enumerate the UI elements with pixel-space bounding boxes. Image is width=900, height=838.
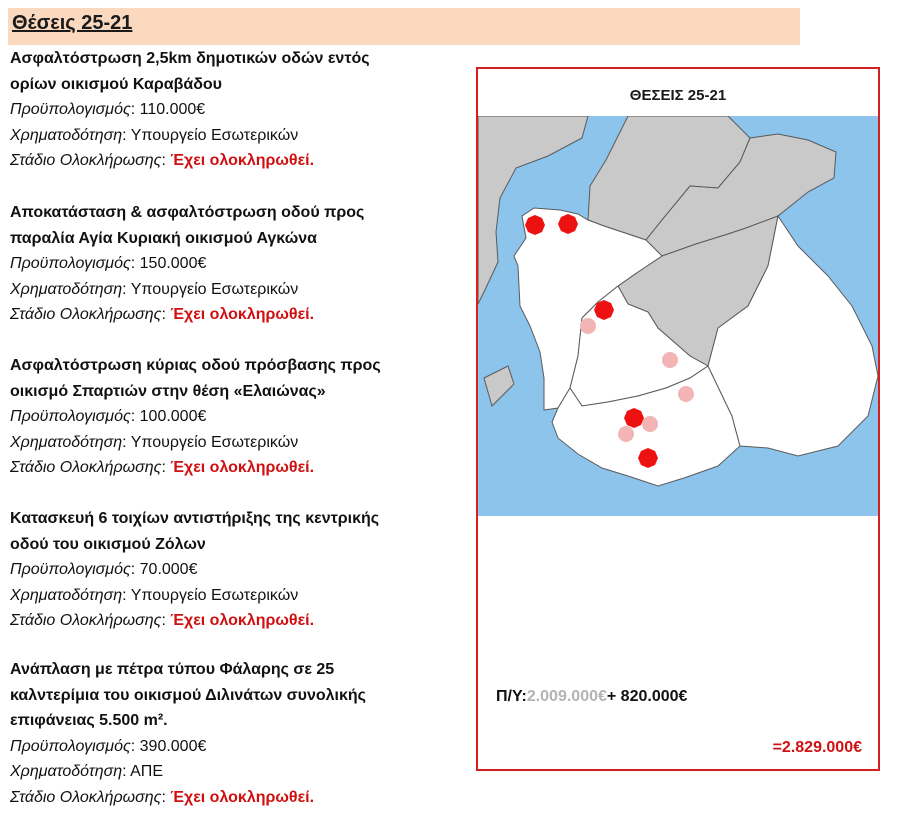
project-funding-value: ΑΠΕ (130, 763, 164, 780)
project-item (10, 657, 450, 810)
budget-previous: 2.009.000€ (526, 688, 607, 705)
label-separator: : (130, 408, 140, 425)
project-funding-label: Χρηματοδότηση (10, 586, 123, 604)
project-funding-value: Υπουργείο Εσωτερικών (130, 433, 299, 451)
project-stage-value: Έχει ολοκληρωθεί. (170, 306, 315, 323)
project-stage-value: Έχει ολοκληρωθεί. (170, 788, 315, 806)
project-stage-row (10, 785, 450, 811)
project-title-line: Ανάπλαση με πέτρα τύπου Φάλαρης σε 25 (10, 661, 335, 678)
project-funding-label: Χρηματοδότηση (10, 280, 123, 298)
project-title-line: καλντερίμια του οικισμού Διλινάτων συνολικής (10, 686, 366, 704)
budget-summary (496, 688, 687, 706)
project-budget-value: 100.000€ (139, 408, 207, 425)
map-panel (476, 67, 880, 771)
project-budget-label: Προϋπολογισμός (10, 101, 131, 118)
project-budget-row (10, 404, 450, 430)
label-separator: : (130, 561, 140, 578)
project-budget-row (10, 251, 450, 277)
label-separator: : (122, 586, 131, 604)
budget-total: =2.829.000€ (772, 739, 862, 756)
label-separator: : (122, 763, 131, 780)
marker-strong (624, 408, 644, 428)
budget-label: Π/Υ: (496, 688, 527, 705)
project-funding-row (10, 759, 450, 785)
section-title: Θέσεις 25-21 (12, 12, 133, 34)
project-funding-row (10, 430, 450, 456)
label-separator: : (122, 126, 131, 144)
label-separator: : (122, 433, 131, 451)
project-funding-row (10, 583, 450, 609)
section-header (8, 8, 800, 45)
project-title-line: παραλία Αγία Κυριακή οικισμού Αγκώνα (10, 229, 317, 247)
project-title-line: ορίων οικισμού Καραβάδου (10, 75, 222, 93)
project-stage-value: Έχει ολοκληρωθεί. (170, 459, 315, 476)
project-item (10, 200, 450, 328)
marker-strong (558, 214, 578, 234)
project-budget-row (10, 734, 450, 760)
project-stage-row (10, 302, 450, 328)
project-stage-row (10, 148, 450, 174)
project-budget-value: 390.000€ (139, 737, 207, 755)
marker-strong (594, 300, 614, 320)
project-funding-label: Χρηματοδότηση (10, 433, 123, 451)
project-budget-value: 150.000€ (139, 255, 207, 272)
project-budget-row (10, 557, 450, 583)
marker-strong (525, 215, 545, 235)
label-separator: : (130, 255, 140, 272)
project-item (10, 46, 450, 174)
project-budget-label: Προϋπολογισμός (10, 408, 131, 425)
project-title-line: Ασφαλτόστρωση 2,5km δημοτικών οδών εντός (10, 50, 370, 67)
project-stage-label: Στάδιο Ολοκλήρωσης (10, 306, 162, 323)
marker-faint (618, 426, 634, 442)
project-item (10, 506, 450, 634)
project-budget-row (10, 97, 450, 123)
project-stage-label: Στάδιο Ολοκλήρωσης (10, 459, 162, 476)
label-separator: : (122, 280, 131, 298)
project-funding-value: Υπουργείο Εσωτερικών (130, 280, 299, 298)
project-stage-value: Έχει ολοκληρωθεί. (170, 152, 315, 169)
project-stage-label: Στάδιο Ολοκλήρωσης (10, 152, 162, 169)
project-title-line: οικισμό Σπαρτιών στην θέση «Ελαιώνας» (10, 382, 326, 400)
project-item (10, 353, 450, 481)
project-stage-value: Έχει ολοκληρωθεί. (170, 612, 315, 629)
project-funding-row (10, 277, 450, 303)
region-map (478, 116, 878, 516)
marker-faint (642, 416, 658, 432)
label-separator: : (161, 612, 171, 629)
marker-faint (678, 386, 694, 402)
budget-addition: + 820.000€ (606, 688, 688, 705)
project-stage-label: Στάδιο Ολοκλήρωσης (10, 612, 162, 629)
project-budget-label: Προϋπολογισμός (10, 561, 131, 578)
project-funding-value: Υπουργείο Εσωτερικών (130, 586, 299, 604)
project-stage-row (10, 455, 450, 481)
label-separator: : (161, 306, 171, 323)
project-stage-row (10, 608, 450, 634)
project-budget-label: Προϋπολογισμός (10, 737, 131, 755)
project-budget-label: Προϋπολογισμός (10, 255, 131, 272)
project-budget-value: 110.000€ (139, 101, 206, 118)
label-separator: : (161, 788, 171, 806)
marker-faint (662, 352, 678, 368)
project-budget-value: 70.000€ (139, 561, 198, 578)
project-funding-row (10, 123, 450, 149)
project-funding-value: Υπουργείο Εσωτερικών (130, 126, 299, 144)
project-title-line: Ασφαλτόστρωση κύριας οδού πρόσβασης προς (10, 357, 381, 374)
project-title-line: Αποκατάσταση & ασφαλτόστρωση οδού προς (10, 204, 365, 221)
marker-strong (638, 448, 658, 468)
project-title-line: οδού του οικισμού Ζόλων (10, 535, 206, 553)
project-funding-label: Χρηματοδότηση (10, 763, 123, 780)
label-separator: : (161, 459, 171, 476)
label-separator: : (161, 152, 171, 169)
project-title-line: Κατασκευή 6 τοιχίων αντιστήριξης της κεντρικής (10, 510, 380, 527)
project-title-line: επιφάνειας 5.500 m². (10, 712, 168, 729)
project-funding-label: Χρηματοδότηση (10, 126, 123, 144)
map-title: ΘΕΣΕΙΣ 25-21 (629, 87, 727, 104)
label-separator: : (130, 101, 140, 118)
project-stage-label: Στάδιο Ολοκλήρωσης (10, 788, 162, 806)
marker-faint (580, 318, 596, 334)
label-separator: : (130, 737, 140, 755)
